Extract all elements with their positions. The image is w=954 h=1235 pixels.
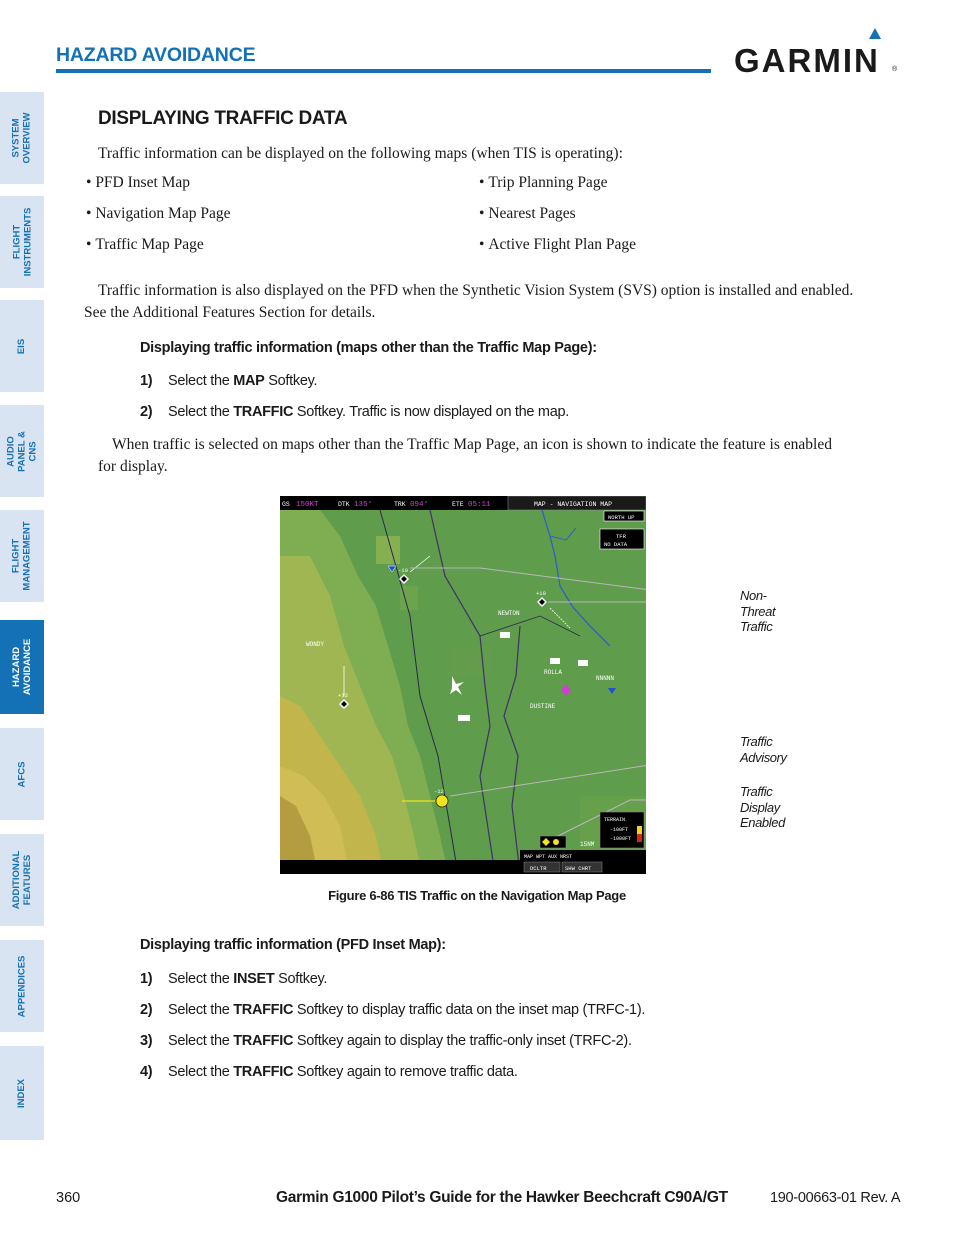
svg-text:MAP WPT AUX NRST: MAP WPT AUX NRST: [524, 854, 573, 860]
procedure-step: 2) Select the TRAFFIC Softkey. Traffic is now displayed on the map.: [140, 404, 569, 420]
intro-text: Traffic information can be displayed on the following maps (when TIS is operating):: [98, 145, 623, 162]
tab-system-overview[interactable]: [0, 92, 44, 184]
tab-flight-instruments[interactable]: [0, 196, 44, 288]
svs-note: Traffic information is also displayed on the PFD when the Synthetic Vision System (SVS) option is installed and enabled. See the Additional Features Section for details.: [84, 282, 854, 321]
svg-text:ROLLA: ROLLA: [544, 669, 563, 676]
tab-afcs[interactable]: [0, 728, 44, 820]
svg-text:-10: -10: [398, 567, 408, 574]
tab-audio-panel-cns[interactable]: [0, 405, 44, 497]
svg-text:+10: +10: [536, 590, 546, 597]
svg-text:NO DATA: NO DATA: [604, 541, 628, 548]
procedure-title: Displaying traffic information (PFD Inset Map):: [140, 937, 446, 953]
svg-text:DUSTINE: DUSTINE: [530, 703, 556, 710]
svg-text:GS: GS: [282, 501, 290, 508]
svg-text:®: ®: [892, 66, 898, 73]
document-id: 190-00663-01 Rev. A: [770, 1190, 901, 1206]
svg-text:-100FT: -100FT: [610, 827, 629, 833]
svg-text:-12: -12: [434, 788, 444, 795]
tab-index[interactable]: [0, 1046, 44, 1140]
svg-text:150KT: 150KT: [296, 501, 319, 509]
tab-label: SYSTEM OVERVIEW: [11, 112, 33, 164]
tab-flight-management[interactable]: [0, 510, 44, 602]
procedure-step: 1) Select the INSET Softkey.: [140, 971, 328, 987]
section-heading: DISPLAYING TRAFFIC DATA: [98, 108, 348, 129]
svg-text:DCLTR: DCLTR: [530, 865, 547, 872]
bullet-item: • Navigation Map Page: [86, 205, 231, 222]
svg-text:15NM: 15NM: [580, 841, 595, 848]
svg-text:NNNNN: NNNNN: [596, 675, 615, 682]
svg-text:+12: +12: [338, 692, 348, 699]
svg-text:MAP - NAVIGATION MAP: MAP - NAVIGATION MAP: [534, 501, 613, 508]
svg-text:NEWTON: NEWTON: [498, 610, 520, 617]
svg-text:-1000FT: -1000FT: [610, 836, 632, 842]
svg-text:TERRAIN: TERRAIN: [604, 817, 626, 823]
tab-label: AUDIO PANEL & CNS: [5, 430, 39, 472]
tab-label: APPENDICES: [16, 955, 28, 1017]
bullet-item: • Traffic Map Page: [86, 236, 204, 253]
tab-eis[interactable]: [0, 300, 44, 392]
svg-text:SHW CHRT: SHW CHRT: [565, 865, 592, 872]
procedure-step: 3) Select the TRAFFIC Softkey again to display the traffic-only inset (TRFC-2).: [140, 1033, 632, 1049]
garmin-logo: [734, 26, 898, 76]
svg-text:TFR: TFR: [616, 533, 626, 540]
bullet-item: • Trip Planning Page: [479, 174, 608, 191]
callout-non-threat-traffic: Non-Threat Traffic: [740, 588, 776, 634]
procedure-step: 2) Select the TRAFFIC Softkey to display traffic data on the inset map (TRFC-1).: [140, 1002, 646, 1018]
tab-additional-features[interactable]: [0, 834, 44, 926]
bullet-item: • PFD Inset Map: [86, 174, 191, 191]
callout-traffic-display-enabled: Traffic Display Enabled: [740, 784, 785, 830]
brand-text: GARMIN: [734, 42, 880, 76]
traffic-icon-note: When traffic is selected on maps other than the Traffic Map Page, an icon is shown to indicate the feature is enabled for display.: [98, 436, 832, 475]
page-number: 360: [56, 1190, 81, 1206]
tab-appendices[interactable]: [0, 940, 44, 1032]
tab-label: AFCS: [16, 761, 28, 787]
svg-text:135°: 135°: [354, 501, 373, 509]
procedure-title: Displaying traffic information (maps other than the Traffic Map Page):: [140, 340, 597, 356]
callout-traffic-advisory: Traffic Advisory: [740, 734, 787, 765]
tab-label: HAZARD AVOIDANCE: [11, 638, 34, 696]
tab-label: FLIGHT MANAGEMENT: [11, 521, 33, 591]
footer-title: Garmin G1000 Pilot’s Guide for the Hawker Beechcraft C90A/GT: [276, 1189, 728, 1206]
tab-hazard-avoidance[interactable]: [0, 620, 44, 714]
procedure-step: 1) Select the MAP Softkey.: [140, 373, 318, 389]
svg-text:NORTH UP: NORTH UP: [608, 514, 635, 521]
bullet-item: • Nearest Pages: [479, 205, 576, 222]
bullet-item: • Active Flight Plan Page: [479, 236, 636, 253]
navigation-map-figure: [280, 496, 646, 874]
svg-text:094°: 094°: [410, 501, 429, 509]
svg-text:TRK: TRK: [394, 501, 406, 508]
tab-label: FLIGHT INSTRUMENTS: [11, 207, 34, 277]
figure-caption: Figure 6-86 TIS Traffic on the Navigation Map Page: [328, 888, 626, 903]
svg-text:ETE: ETE: [452, 501, 464, 508]
tab-label: ADDITIONAL FEATURES: [11, 850, 33, 910]
procedure-step: 4) Select the TRAFFIC Softkey again to remove traffic data.: [140, 1064, 518, 1080]
svg-text:DTK: DTK: [338, 501, 350, 508]
tab-label: INDEX: [16, 1078, 28, 1108]
header-rule: [56, 69, 711, 73]
svg-text:WONDY: WONDY: [306, 641, 325, 648]
tab-label: EIS: [16, 338, 28, 354]
svg-text:05:11: 05:11: [468, 501, 491, 509]
section-header-title: HAZARD AVOIDANCE: [56, 44, 256, 66]
